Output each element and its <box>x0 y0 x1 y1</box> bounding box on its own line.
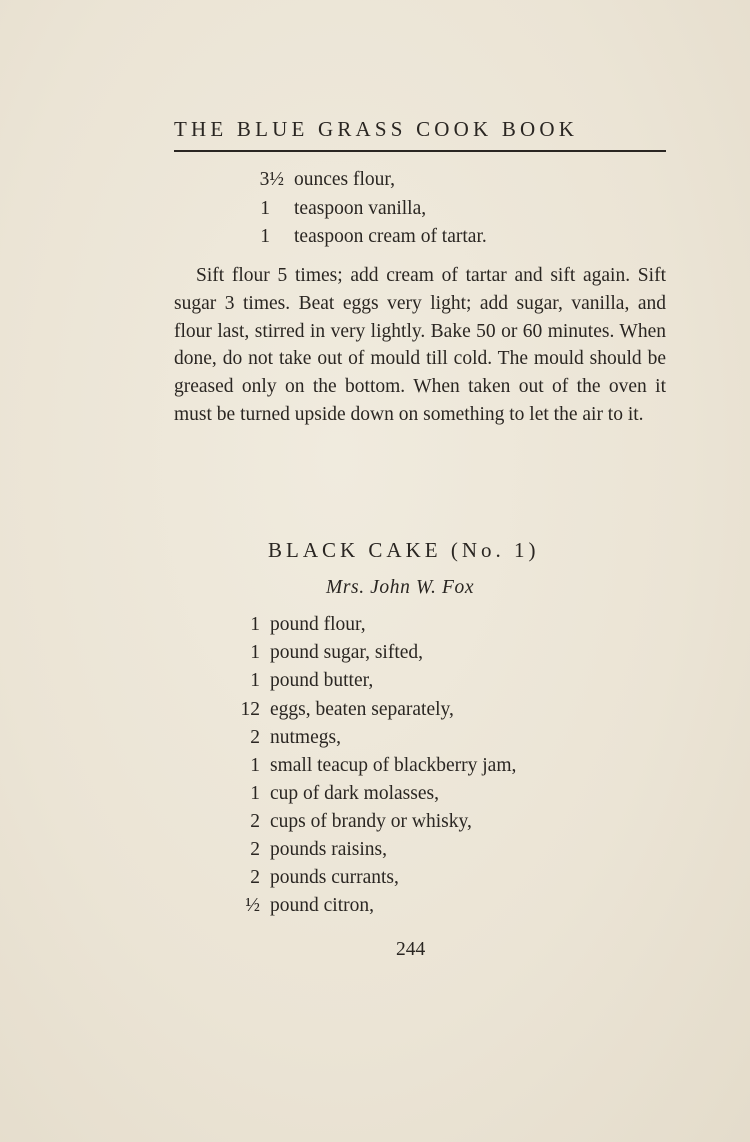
ingredient-text: teaspoon cream of tartar. <box>294 226 487 247</box>
instructions-paragraph <box>174 262 666 429</box>
ingredient-line <box>240 195 640 223</box>
ingredient-quantity: 1 <box>260 198 270 219</box>
ingredient-line <box>224 864 644 892</box>
ingredient-line <box>224 752 644 780</box>
ingredient-quantity: 2 <box>250 867 260 888</box>
ingredient-line <box>240 223 640 251</box>
ingredient-text: nutmegs, <box>270 727 341 748</box>
ingredient-line <box>224 724 644 752</box>
ingredient-text: small teacup of blackberry jam, <box>270 755 517 776</box>
ingredient-quantity: 1 <box>260 226 270 247</box>
ingredient-quantity: 2 <box>250 727 260 748</box>
ingredient-text: pound flour, <box>270 614 366 635</box>
ingredient-quantity: ½ <box>245 895 260 916</box>
ingredient-quantity: 1 <box>250 670 260 691</box>
ingredient-quantity: 12 <box>240 699 260 720</box>
ingredient-line <box>224 780 644 808</box>
ingredient-quantity: 2 <box>250 839 260 860</box>
ingredient-text: teaspoon vanilla, <box>294 198 427 219</box>
recipe-title: BLACK CAKE (No. 1) <box>268 538 540 562</box>
ingredient-text: pounds raisins, <box>270 839 387 860</box>
header-rule <box>174 150 666 152</box>
ingredient-line <box>224 836 644 864</box>
ingredient-text: pounds currants, <box>270 867 399 888</box>
ingredient-quantity: 3½ <box>259 169 284 190</box>
ingredient-text: cup of dark molasses, <box>270 783 439 804</box>
ingredient-line <box>240 166 640 194</box>
ingredient-quantity: 1 <box>250 755 260 776</box>
running-head: THE BLUE GRASS COOK BOOK <box>174 117 579 141</box>
ingredient-line <box>224 696 644 724</box>
ingredient-text: pound citron, <box>270 895 374 916</box>
ingredient-line <box>224 892 644 920</box>
ingredient-quantity: 1 <box>250 783 260 804</box>
instructions-text: Sift flour 5 times; add cream of tartar and sift again. Sift sugar 3 times. Beat eggs very light; add sugar, vanilla, and flour last, stirred in very lightly. Bake 50 or 60 minutes. When done, do not take out of mould till cold. The mould should be greased only on the bottom. When taken out of the oven it must be turned upside down on something to let the air to it. <box>174 265 666 425</box>
ingredient-line <box>224 667 644 695</box>
ingredient-text: pound sugar, sifted, <box>270 642 424 663</box>
ingredient-text: cups of brandy or whisky, <box>270 811 472 832</box>
ingredient-text: eggs, beaten separately, <box>270 699 454 720</box>
recipe-author: Mrs. John W. Fox <box>326 577 475 598</box>
ingredient-text: ounces flour, <box>294 169 396 190</box>
ingredient-quantity: 2 <box>250 811 260 832</box>
ingredient-text: pound butter, <box>270 670 374 691</box>
ingredient-quantity: 1 <box>250 642 260 663</box>
page-number: 244 <box>396 939 426 960</box>
ingredient-line <box>224 639 644 667</box>
ingredient-line <box>224 611 644 639</box>
ingredient-quantity: 1 <box>250 614 260 635</box>
ingredient-line <box>224 808 644 836</box>
